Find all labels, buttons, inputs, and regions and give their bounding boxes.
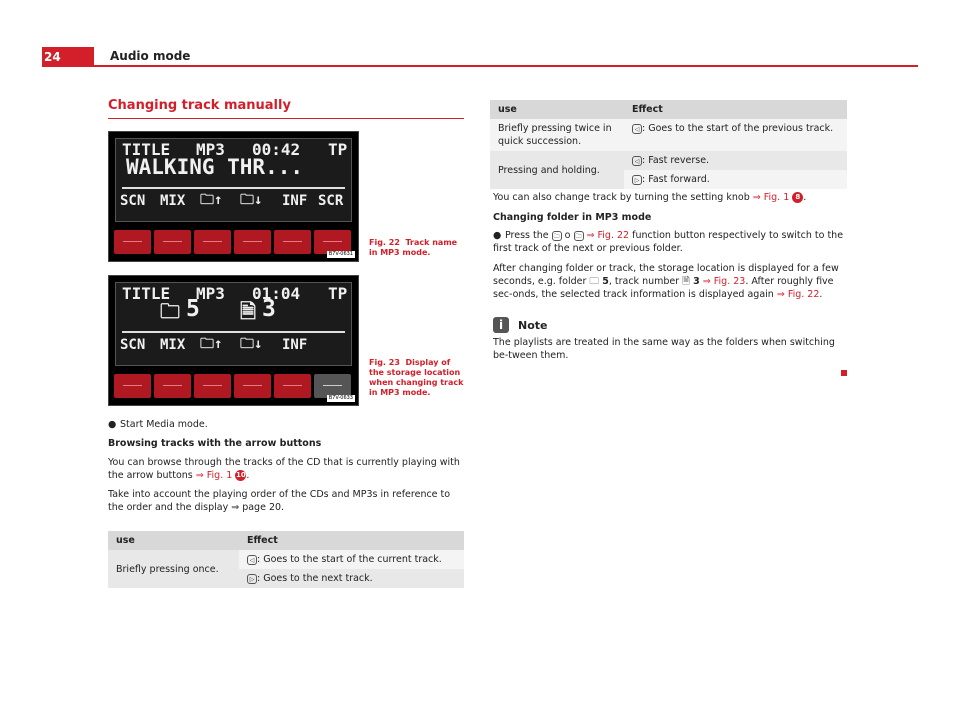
folder-up-icon: 🗀↑ <box>200 336 223 352</box>
forward-arrow-key-icon: ▷ <box>632 175 642 185</box>
folder-up-key-icon: 🗀 <box>553 232 560 240</box>
lcd-mode: MP3 <box>196 284 225 303</box>
lcd-track-name: WALKING THR... <box>126 155 304 179</box>
subheading: Browsing tracks with the arrow buttons <box>108 438 322 449</box>
function-button-1[interactable] <box>114 374 151 398</box>
function-button-4[interactable] <box>234 374 271 398</box>
note-heading <box>493 317 849 333</box>
table-header-use: use <box>108 531 239 550</box>
lcd-mode: MP3 <box>196 140 225 159</box>
page-title: Audio mode <box>110 49 191 63</box>
track-file-icon: 🗎 <box>240 299 257 323</box>
lcd-menu-mix: MIX <box>160 337 186 353</box>
lcd-menu-scn: SCN <box>120 337 146 353</box>
folder-down-icon: 🗀↓ <box>240 336 263 352</box>
paragraph: Take into account the playing order of the CDs and MP3s in reference to the order and the display ⇒ page 20. <box>108 489 451 513</box>
bullet-text: Start Media mode. <box>120 419 208 430</box>
section-title: Changing track manually <box>108 98 291 113</box>
table-cell-effect <box>624 170 847 189</box>
effect-text: : Goes to the next track. <box>257 573 373 584</box>
lcd-menu-scn: SCN <box>120 193 146 209</box>
folder-down-key-icon: 🗀 <box>575 232 582 240</box>
lcd-folder-number: 5 <box>186 296 200 322</box>
figure-link[interactable]: ⇒ Fig. 1 <box>752 192 790 203</box>
left-effect-table <box>108 531 464 588</box>
folder-icon: 🗀 <box>589 276 599 287</box>
function-button-5[interactable] <box>274 230 311 254</box>
callout-number: 8 <box>792 192 803 203</box>
table-cell-use: Briefly pressing twice in quick succession. <box>498 123 612 147</box>
table-cell-effect <box>624 119 847 151</box>
page-number: 24 <box>42 47 94 67</box>
figure-23-caption <box>369 358 464 398</box>
table-cell-effect <box>239 569 464 588</box>
subheading: Changing folder in MP3 mode <box>493 212 652 223</box>
folder-number: 5 <box>598 276 609 287</box>
table-header-use: use <box>490 100 624 119</box>
paragraph-text: function button respectively to switch to the first track of the next or previous folder. <box>493 230 844 254</box>
table-cell-use: Briefly pressing once. <box>108 550 239 588</box>
paragraph-text: , track number <box>608 276 683 287</box>
table-cell-effect <box>624 151 847 170</box>
function-button-2[interactable] <box>154 230 191 254</box>
lcd-menu-scr: SCR <box>318 193 344 209</box>
caption-text: Track name in MP3 mode. <box>369 238 458 257</box>
back-arrow-key-icon: ◁ <box>247 555 257 565</box>
figure-label: Fig. 22 <box>369 238 400 247</box>
bullet-dot: ● <box>493 230 502 241</box>
table-header-effect: Effect <box>624 100 847 119</box>
callout-number: 10 <box>235 471 246 479</box>
lcd-track-number: 3 <box>262 296 276 322</box>
lcd-screen <box>115 138 352 222</box>
forward-arrow-key-icon: ▷ <box>247 574 257 584</box>
paragraph-text: You can browse through the tracks of the CD that is currently playing with the arrow buttons <box>108 457 460 481</box>
bullet-item <box>493 229 849 255</box>
note-text: The playlists are treated in the same way as the folders when switching be-tween them. <box>493 337 835 361</box>
track-number: 3 <box>689 276 700 287</box>
table-row <box>490 119 847 151</box>
figure-link[interactable]: ⇒ Fig. 22 <box>776 289 820 300</box>
lcd-title: TITLE <box>122 140 171 159</box>
function-button-1[interactable] <box>114 230 151 254</box>
lcd-screen <box>115 282 352 366</box>
paragraph: After changing folder or track, the storage location is displayed for a few seconds, e.g. folder 🗀 5, track number 🗎 3 ⇒ Fig. 23. After roughly five sec-onds, the selected track information is displayed again ⇒ Fig. 22. <box>493 263 839 300</box>
folder-down-icon: 🗀↓ <box>240 192 263 208</box>
paragraph: You can browse through the tracks of the CD that is currently playing with the arrow buttons ⇒ Fig. 1 10. <box>108 457 460 481</box>
lcd-tp: TP <box>328 284 348 303</box>
table-row <box>108 550 464 569</box>
lcd-menu-mix: MIX <box>160 193 186 209</box>
function-button-5[interactable] <box>274 374 311 398</box>
paragraph: You can also change track by turning the setting knob ⇒ Fig. 1 8 . <box>493 192 807 203</box>
table-cell-effect <box>239 550 464 569</box>
figure-23-display <box>108 275 359 406</box>
note-title: Note <box>518 319 548 332</box>
effect-text: : Goes to the start of the current track. <box>257 554 442 565</box>
table-row <box>490 151 847 170</box>
left-body <box>108 418 464 514</box>
paragraph-text: Press the <box>505 230 552 241</box>
lcd-divider <box>122 331 345 333</box>
paragraph-text: . After roughly five sec-onds, the selected track information is displayed again <box>493 276 834 300</box>
figure-code: B7V-0631 <box>328 251 353 257</box>
note-icon: i <box>493 317 509 333</box>
function-button-3[interactable] <box>194 230 231 254</box>
table-header-effect: Effect <box>239 531 464 550</box>
figure-label: Fig. 23 <box>369 358 400 367</box>
lcd-menu-inf: INF <box>282 193 308 209</box>
function-button-3[interactable] <box>194 374 231 398</box>
figure-code: B7V-0633 <box>328 395 353 401</box>
caption-text: Display of the storage location when changing track in MP3 mode. <box>369 358 464 397</box>
paragraph-text: You can also change track by turning the setting knob <box>493 192 753 203</box>
section-end-mark <box>841 370 847 376</box>
paragraph-text: o <box>561 230 574 241</box>
figure-link[interactable]: ⇒ Fig. 1 <box>195 470 233 481</box>
function-button-2[interactable] <box>154 374 191 398</box>
lcd-menu-inf: INF <box>282 337 308 353</box>
paragraph-text: After changing folder or track, the storage location is displayed for a few seconds, e.g. folder <box>493 263 839 287</box>
lcd-time: 01:04 <box>252 284 301 303</box>
right-effect-table <box>490 100 847 189</box>
figure-22-caption <box>369 238 464 258</box>
effect-text: : Fast reverse. <box>642 155 710 166</box>
effect-text: : Goes to the start of the previous track. <box>642 123 834 134</box>
header-rule <box>94 65 918 67</box>
right-body <box>493 191 849 362</box>
effect-text: : Fast forward. <box>642 174 710 185</box>
bullet-dot: ● <box>108 419 117 430</box>
figure-link[interactable]: ⇒ Fig. 23 <box>699 276 746 287</box>
back-arrow-key-icon: ◁ <box>632 124 642 134</box>
lcd-title: TITLE <box>122 284 171 303</box>
lcd-time: 00:42 <box>252 140 301 159</box>
figure-22-display <box>108 131 359 262</box>
back-arrow-key-icon: ◁ <box>632 156 642 166</box>
track-file-icon: 🗎 <box>682 276 690 287</box>
table-cell-use: Pressing and holding. <box>498 164 600 176</box>
folder-up-icon: 🗀↑ <box>200 192 223 208</box>
lcd-tp: TP <box>328 140 348 159</box>
lcd-divider <box>122 187 345 189</box>
bullet-item <box>108 418 464 431</box>
section-rule <box>108 118 464 119</box>
function-button-4[interactable] <box>234 230 271 254</box>
folder-icon: 🗀 <box>160 299 180 323</box>
figure-link[interactable]: ⇒ Fig. 22 <box>586 230 630 241</box>
